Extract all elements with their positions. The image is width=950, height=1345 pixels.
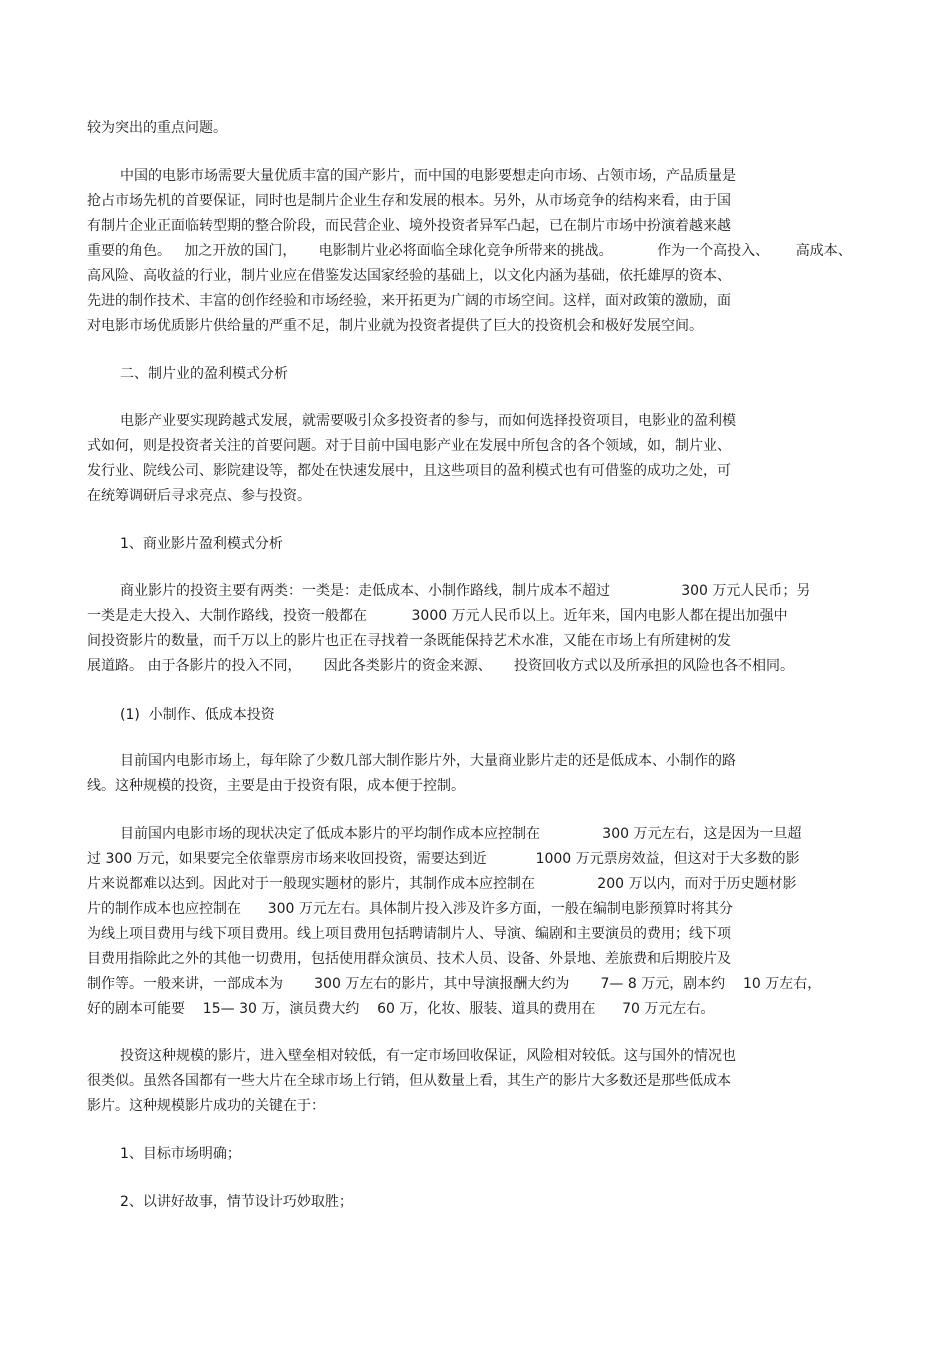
list-item: 2、以讲好故事，情节设计巧妙取胜；: [120, 1194, 353, 1210]
paragraph-line: 重要的角色。 加之开放的国门， 电影制片业必将面临全球化竞争所带来的挑战。 作为一个高投入、 高成本、: [87, 243, 852, 259]
paragraph-line: 电影产业要实现跨越式发展，就需要吸引众多投资者的参与，而如何选择投资项目，电影业的盈利模: [120, 413, 736, 429]
paragraph-line: 一类是走大投入、大制作路线，投资一般都在 3000 万元人民币以上。近年来，国内电影人都在提出加强中: [87, 608, 788, 624]
paragraph-line: 投资这种规模的影片，进入壁垒相对较低，有一定市场回收保证，风险相对较低。这与国外的情况也: [120, 1048, 736, 1064]
paragraph-line: 影片。这种规模影片成功的关键在于：: [87, 1098, 325, 1114]
paragraph-line: 制作等。一般来讲，一部成本为 300 万左右的影片，其中导演报酬大约为 7— 8 万元，剧本约 10 万左右，: [87, 976, 822, 992]
paragraph-line: 线。这种规模的投资，主要是由于投资有限，成本便于控制。: [87, 778, 465, 794]
paragraph-line: 展道路。 由于各影片的投入不同， 因此各类影片的资金来源、 投资回收方式以及所承担的风险也各不相同。: [87, 658, 794, 674]
paragraph-line: 好的剧本可能要 15— 30 万，演员费大约 60 万，化妆、服装、道具的费用在 70 万元左右。: [87, 1001, 715, 1017]
paragraph-line: 发行业、院线公司、影院建设等，都处在快速发展中，且这些项目的盈利模式也有可借鉴的成功之处，可: [87, 463, 731, 479]
paragraph-line: 式如何，则是投资者关注的首要问题。对于目前中国电影产业在发展中所包含的各个领域，如，制片业、: [87, 438, 731, 454]
paragraph-line: 商业影片的投资主要有两类：一类是：走低成本、小制作路线，制片成本不超过 300 万元人民币；另: [120, 583, 811, 599]
paragraph-line: 很类似。虽然各国都有一些大片在全球市场上行销，但从数量上看，其生产的影片大多数还是那些低成本: [87, 1073, 731, 1089]
paragraph-line: 片的制作成本也应控制在 300 万元左右。具体制片投入涉及许多方面，一般在编制电影预算时将其分: [87, 901, 733, 917]
paragraph-line: 对电影市场优质影片供给量的严重不足，制片业就为投资者提供了巨大的投资机会和极好发展空间。: [87, 318, 703, 334]
paragraph-line: 中国的电影市场需要大量优质丰富的国产影片，而中国的电影要想走向市场、占领市场，产品质量是: [120, 168, 736, 184]
text-line: 较为突出的重点问题。: [87, 120, 227, 136]
paragraph-line: 目费用指除此之外的其他一切费用，包括使用群众演员、技术人员、设备、外景地、差旅费和后期胶片及: [87, 951, 731, 967]
paragraph-line: 间投资影片的数量，而千万以上的影片也正在寻找着一条既能保持艺术水准，又能在市场上有所建树的发: [87, 633, 731, 649]
subsection-heading: (1) 小制作、低成本投资: [120, 707, 275, 723]
paragraph-line: 为线上项目费用与线下项目费用。线上项目费用包括聘请制片人、导演、编剧和主要演员的费用；线下项: [87, 926, 731, 942]
paragraph-line: 先进的制作技术、丰富的创作经验和市场经验，来开拓更为广阔的市场空间。这样，面对政策的激励，面: [87, 293, 731, 309]
paragraph-line: 有制片企业正面临转型期的整合阶段，而民营企业、境外投资者异军凸起，已在制片市场中扮演着越来越: [87, 218, 731, 234]
paragraph-line: 抢占市场先机的首要保证，同时也是制片企业生存和发展的根本。另外，从市场竞争的结构来看，由于国: [87, 193, 731, 209]
subsection-heading: 1、商业影片盈利模式分析: [120, 536, 283, 552]
paragraph-line: 高风险、高收益的行业，制片业应在借鉴发达国家经验的基础上，以文化内涵为基础，依托雄厚的资本、: [87, 268, 731, 284]
paragraph-line: 在统筹调研后寻求亮点、参与投资。: [87, 488, 311, 504]
paragraph-line: 过 300 万元，如果要完全依靠票房市场来收回投资，需要达到近 1000 万元票房效益，但这对于大多数的影: [87, 851, 800, 867]
paragraph-line: 目前国内电影市场的现状决定了低成本影片的平均制作成本应控制在 300 万元左右，这是因为一旦超: [120, 826, 802, 842]
list-item: 1、目标市场明确；: [120, 1146, 241, 1162]
section-heading: 二、制片业的盈利模式分析: [120, 366, 288, 382]
paragraph-line: 片来说都难以达到。因此对于一般现实题材的影片，其制作成本应控制在 200 万以内，而对于历史题材影: [87, 876, 797, 892]
paragraph-line: 目前国内电影市场上，每年除了少数几部大制作影片外，大量商业影片走的还是低成本、小制作的路: [120, 753, 736, 769]
